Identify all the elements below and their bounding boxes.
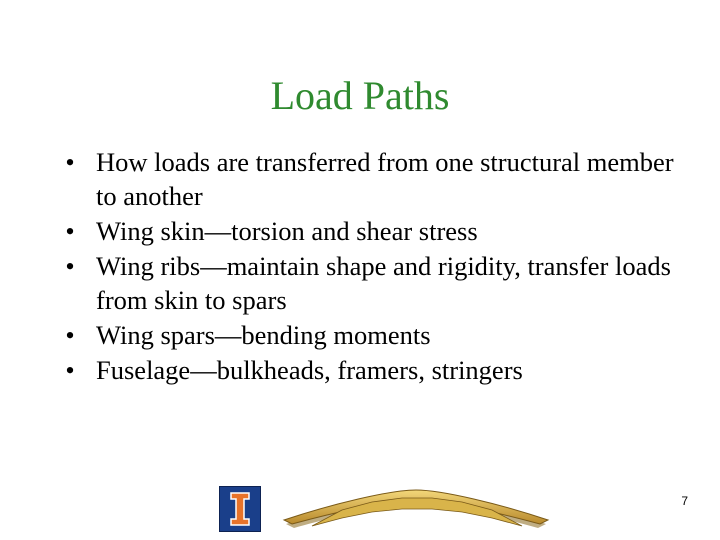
slide-title: Load Paths [270, 73, 450, 118]
university-logo [219, 486, 261, 532]
block-i-icon [220, 487, 260, 531]
bullet-text: How loads are transferred from one structural member to another [96, 147, 674, 211]
bullet-icon: • [65, 320, 75, 350]
bullet-list [60, 145, 680, 388]
bullet-icon: • [65, 216, 75, 246]
page-number: 7 [681, 494, 688, 508]
bullet-text: Wing spars—bending moments [96, 320, 431, 350]
bullet-item [60, 214, 680, 248]
bullet-text: Fuselage—bulkheads, framers, stringers [96, 355, 523, 385]
bullet-item [60, 353, 680, 387]
bullet-icon: • [65, 355, 75, 385]
course-wordmark-icon [282, 488, 550, 532]
bullet-item [60, 249, 680, 317]
bullet-icon: • [65, 147, 75, 177]
bullet-item [60, 318, 680, 352]
bullet-item [60, 145, 680, 213]
course-wordmark-logo [282, 488, 550, 532]
bullet-text: Wing skin—torsion and shear stress [96, 216, 478, 246]
bullet-icon: • [65, 251, 75, 281]
bullet-text: Wing ribs—maintain shape and rigidity, transfer loads from skin to spars [96, 251, 671, 315]
